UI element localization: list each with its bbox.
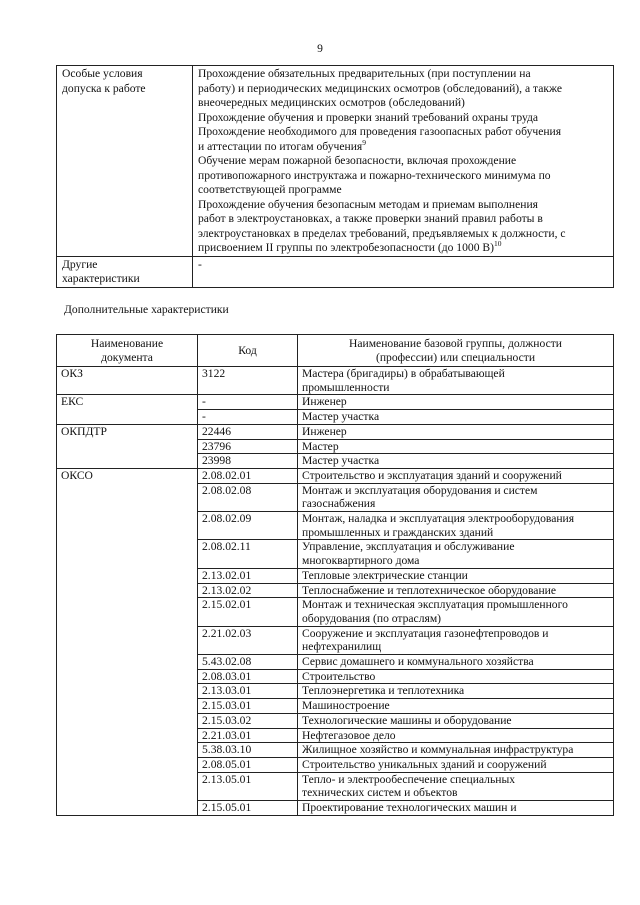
- condition-line: [198, 241, 609, 256]
- document-cell: [57, 801, 198, 816]
- document-cell: [57, 410, 198, 425]
- special-conditions-value: [193, 66, 614, 257]
- footnote-9: 9: [362, 137, 366, 147]
- name-cell: [298, 655, 614, 670]
- condition-line: электроустановках в пределах требований, предъявляемых к должности, с: [198, 226, 566, 240]
- table-row: [57, 454, 614, 469]
- name-line: Сооружение и эксплуатация газонефтепроводов и: [302, 626, 549, 640]
- name-line: Монтаж, наладка и эксплуатация электрооборудования: [302, 512, 575, 526]
- name-cell: [298, 540, 614, 568]
- name-cell: [298, 684, 614, 699]
- document-cell: [57, 699, 198, 714]
- code-cell: 2.15.05.01: [198, 801, 298, 816]
- table-row: [57, 540, 614, 568]
- name-cell: [298, 410, 614, 425]
- table-row: [57, 410, 614, 425]
- other-characteristics-label: [57, 256, 193, 287]
- table-row: [57, 367, 614, 395]
- page-number: 9: [317, 42, 323, 55]
- name-cell: [298, 439, 614, 454]
- name-cell: [298, 367, 614, 395]
- name-line: Строительство: [302, 669, 376, 683]
- special-conditions-label: [57, 66, 193, 257]
- code-cell: 2.08.03.01: [198, 669, 298, 684]
- condition-line: Прохождение обучения безопасным методам и приемам выполнения: [198, 197, 539, 211]
- table-row: [57, 598, 614, 626]
- code-cell: 2.08.02.08: [198, 483, 298, 511]
- name-line: Управление, эксплуатация и обслуживание: [302, 540, 515, 554]
- table-row: [57, 483, 614, 511]
- document-cell: [57, 568, 198, 583]
- name-line: Теплоснабжение и теплотехническое оборудование: [302, 583, 556, 597]
- table-row: [57, 772, 614, 800]
- name-line: многоквартирного дома: [302, 554, 420, 568]
- table-row: [57, 583, 614, 598]
- code-cell: 2.13.02.02: [198, 583, 298, 598]
- name-line: Технологические машины и оборудование: [302, 713, 512, 727]
- condition-line: работ в электроустановках, а также проверки знаний правил работы в: [198, 212, 543, 225]
- name-line: Нефтегазовое дело: [302, 728, 396, 742]
- label-line: характеристики: [62, 272, 140, 285]
- name-line: промышленных и гражданских зданий: [302, 525, 494, 539]
- document-cell: [57, 772, 198, 800]
- name-cell: [298, 801, 614, 816]
- special-conditions-row: [57, 66, 614, 257]
- name-cell: [298, 713, 614, 728]
- code-cell: 2.21.03.01: [198, 728, 298, 743]
- other-characteristics-row: [57, 256, 614, 287]
- name-line: Мастер участка: [302, 454, 380, 468]
- additional-characteristics-table: [56, 334, 614, 816]
- header-line: Наименование базовой группы, должности: [348, 337, 562, 350]
- name-line: технических систем и объектов: [302, 786, 458, 800]
- table-row: [57, 699, 614, 714]
- name-line: Инженер: [302, 424, 347, 438]
- document-cell: ЕКС: [57, 395, 198, 410]
- name-line: Мастер участка: [302, 410, 380, 424]
- document-cell: [57, 483, 198, 511]
- name-line: Монтаж и эксплуатация оборудования и систем: [302, 483, 538, 497]
- document-cell: [57, 512, 198, 540]
- name-cell: [298, 395, 614, 410]
- code-cell: 2.15.02.01: [198, 598, 298, 626]
- code-cell: 2.13.02.01: [198, 568, 298, 583]
- table-row: [57, 512, 614, 540]
- label-line: Другие: [62, 257, 98, 271]
- name-cell: [298, 626, 614, 654]
- code-cell: 2.21.02.03: [198, 626, 298, 654]
- header-document: [57, 335, 198, 367]
- table-row: [57, 757, 614, 772]
- name-line: Мастера (бригадиры) в обрабатывающей: [302, 367, 505, 380]
- name-cell: [298, 512, 614, 540]
- name-line: Тепловые электрические станции: [302, 568, 468, 582]
- condition-line: работу) и периодических медицинских осмотров (обследований), а также: [198, 81, 562, 95]
- condition-line: соответствующей программе: [198, 183, 342, 196]
- table-row: [57, 743, 614, 758]
- condition-line: [198, 137, 609, 155]
- name-line: нефтехранилищ: [302, 640, 382, 654]
- condition-line: противопожарного инструктажа и пожарно-технического минимума по: [198, 168, 551, 182]
- condition-line: внеочередных медицинских осмотров (обследований): [198, 96, 465, 109]
- condition-line: Прохождение необходимого для проведения газоопасных работ обучения: [198, 125, 562, 138]
- document-cell: [57, 713, 198, 728]
- document-cell: ОКПДТР: [57, 424, 198, 439]
- name-cell: [298, 728, 614, 743]
- name-cell: [298, 454, 614, 469]
- code-cell: 2.13.03.01: [198, 684, 298, 699]
- code-cell: 5.43.02.08: [198, 655, 298, 670]
- other-characteristics-value: -: [193, 256, 614, 287]
- name-line: газоснабжения: [302, 497, 376, 511]
- name-cell: [298, 772, 614, 800]
- code-cell: 2.08.02.01: [198, 468, 298, 483]
- name-line: промышленности: [302, 380, 390, 394]
- document-cell: [57, 669, 198, 684]
- name-line: Мастер: [302, 439, 339, 453]
- document-cell: [57, 540, 198, 568]
- document-cell: [57, 598, 198, 626]
- name-line: Жилищное хозяйство и коммунальная инфраструктура: [302, 743, 574, 757]
- condition-line: Прохождение обязательных предварительных (при поступлении на: [198, 67, 531, 80]
- document-cell: [57, 684, 198, 699]
- name-line: Строительство и эксплуатация зданий и сооружений: [302, 468, 562, 482]
- header-line: документа: [101, 350, 153, 364]
- table-row: [57, 655, 614, 670]
- name-cell: [298, 424, 614, 439]
- code-cell: 5.38.03.10: [198, 743, 298, 758]
- name-line: Машиностроение: [302, 699, 390, 713]
- document-cell: [57, 439, 198, 454]
- table-row: [57, 568, 614, 583]
- name-line: Инженер: [302, 395, 347, 409]
- table-row: [57, 669, 614, 684]
- code-cell: 2.13.05.01: [198, 772, 298, 800]
- condition-text: присвоением II группы по электробезопасности (до 1000 В): [198, 241, 494, 254]
- document-cell: [57, 655, 198, 670]
- name-line: Теплоэнергетика и теплотехника: [302, 684, 465, 698]
- label-line: Особые условия: [62, 67, 143, 80]
- table-row: [57, 713, 614, 728]
- code-cell: -: [198, 410, 298, 425]
- name-cell: [298, 568, 614, 583]
- name-cell: [298, 669, 614, 684]
- table-body: [57, 367, 614, 816]
- name-line: Строительство уникальных зданий и сооружений: [302, 757, 547, 771]
- code-cell: 2.08.02.11: [198, 540, 298, 568]
- table-row: [57, 626, 614, 654]
- header-line: (профессии) или специальности: [375, 350, 536, 364]
- table-row: [57, 728, 614, 743]
- document-cell: [57, 454, 198, 469]
- code-cell: 2.08.02.09: [198, 512, 298, 540]
- document-cell: ОКЗ: [57, 367, 198, 395]
- condition-line: Обучение мерам пожарной безопасности, включая прохождение: [198, 154, 517, 167]
- table-row: [57, 468, 614, 483]
- name-line: Проектирование технологических машин и: [302, 801, 517, 815]
- header-code: Код: [198, 335, 298, 367]
- table-row: [57, 395, 614, 410]
- code-cell: 22446: [198, 424, 298, 439]
- name-line: Тепло- и электрообеспечение специальных: [302, 772, 516, 786]
- name-line: Монтаж и техническая эксплуатация промышленного: [302, 598, 568, 612]
- name-cell: [298, 743, 614, 758]
- header-line: Наименование: [90, 337, 164, 350]
- document-cell: [57, 728, 198, 743]
- document-cell: [57, 743, 198, 758]
- name-line: Сервис домашнего и коммунального хозяйства: [302, 655, 534, 669]
- name-cell: [298, 583, 614, 598]
- table-row: [57, 424, 614, 439]
- code-cell: 23796: [198, 439, 298, 454]
- code-cell: -: [198, 395, 298, 410]
- name-cell: [298, 483, 614, 511]
- code-cell: 3122: [198, 367, 298, 395]
- table-row: [57, 684, 614, 699]
- condition-line: Прохождение обучения и проверки знаний требований охраны труда: [198, 110, 539, 124]
- document-cell: ОКСО: [57, 468, 198, 483]
- document-cell: [57, 583, 198, 598]
- name-cell: [298, 468, 614, 483]
- table-row: [57, 439, 614, 454]
- footnote-10: 10: [494, 239, 502, 248]
- document-cell: [57, 757, 198, 772]
- table-row: [57, 801, 614, 816]
- name-cell: [298, 598, 614, 626]
- table-header-row: [57, 335, 614, 367]
- name-cell: [298, 699, 614, 714]
- code-cell: 2.08.05.01: [198, 757, 298, 772]
- code-cell: 2.15.03.01: [198, 699, 298, 714]
- name-cell: [298, 757, 614, 772]
- code-cell: 2.15.03.02: [198, 713, 298, 728]
- label-line: допуска к работе: [62, 81, 146, 95]
- conditions-table: [56, 65, 614, 288]
- code-cell: 23998: [198, 454, 298, 469]
- header-name: [298, 335, 614, 367]
- section-title: Дополнительные характеристики: [64, 303, 229, 316]
- name-line: оборудования (по отраслям): [302, 611, 442, 625]
- document-cell: [57, 626, 198, 654]
- condition-text: и аттестации по итогам обучения: [198, 139, 363, 153]
